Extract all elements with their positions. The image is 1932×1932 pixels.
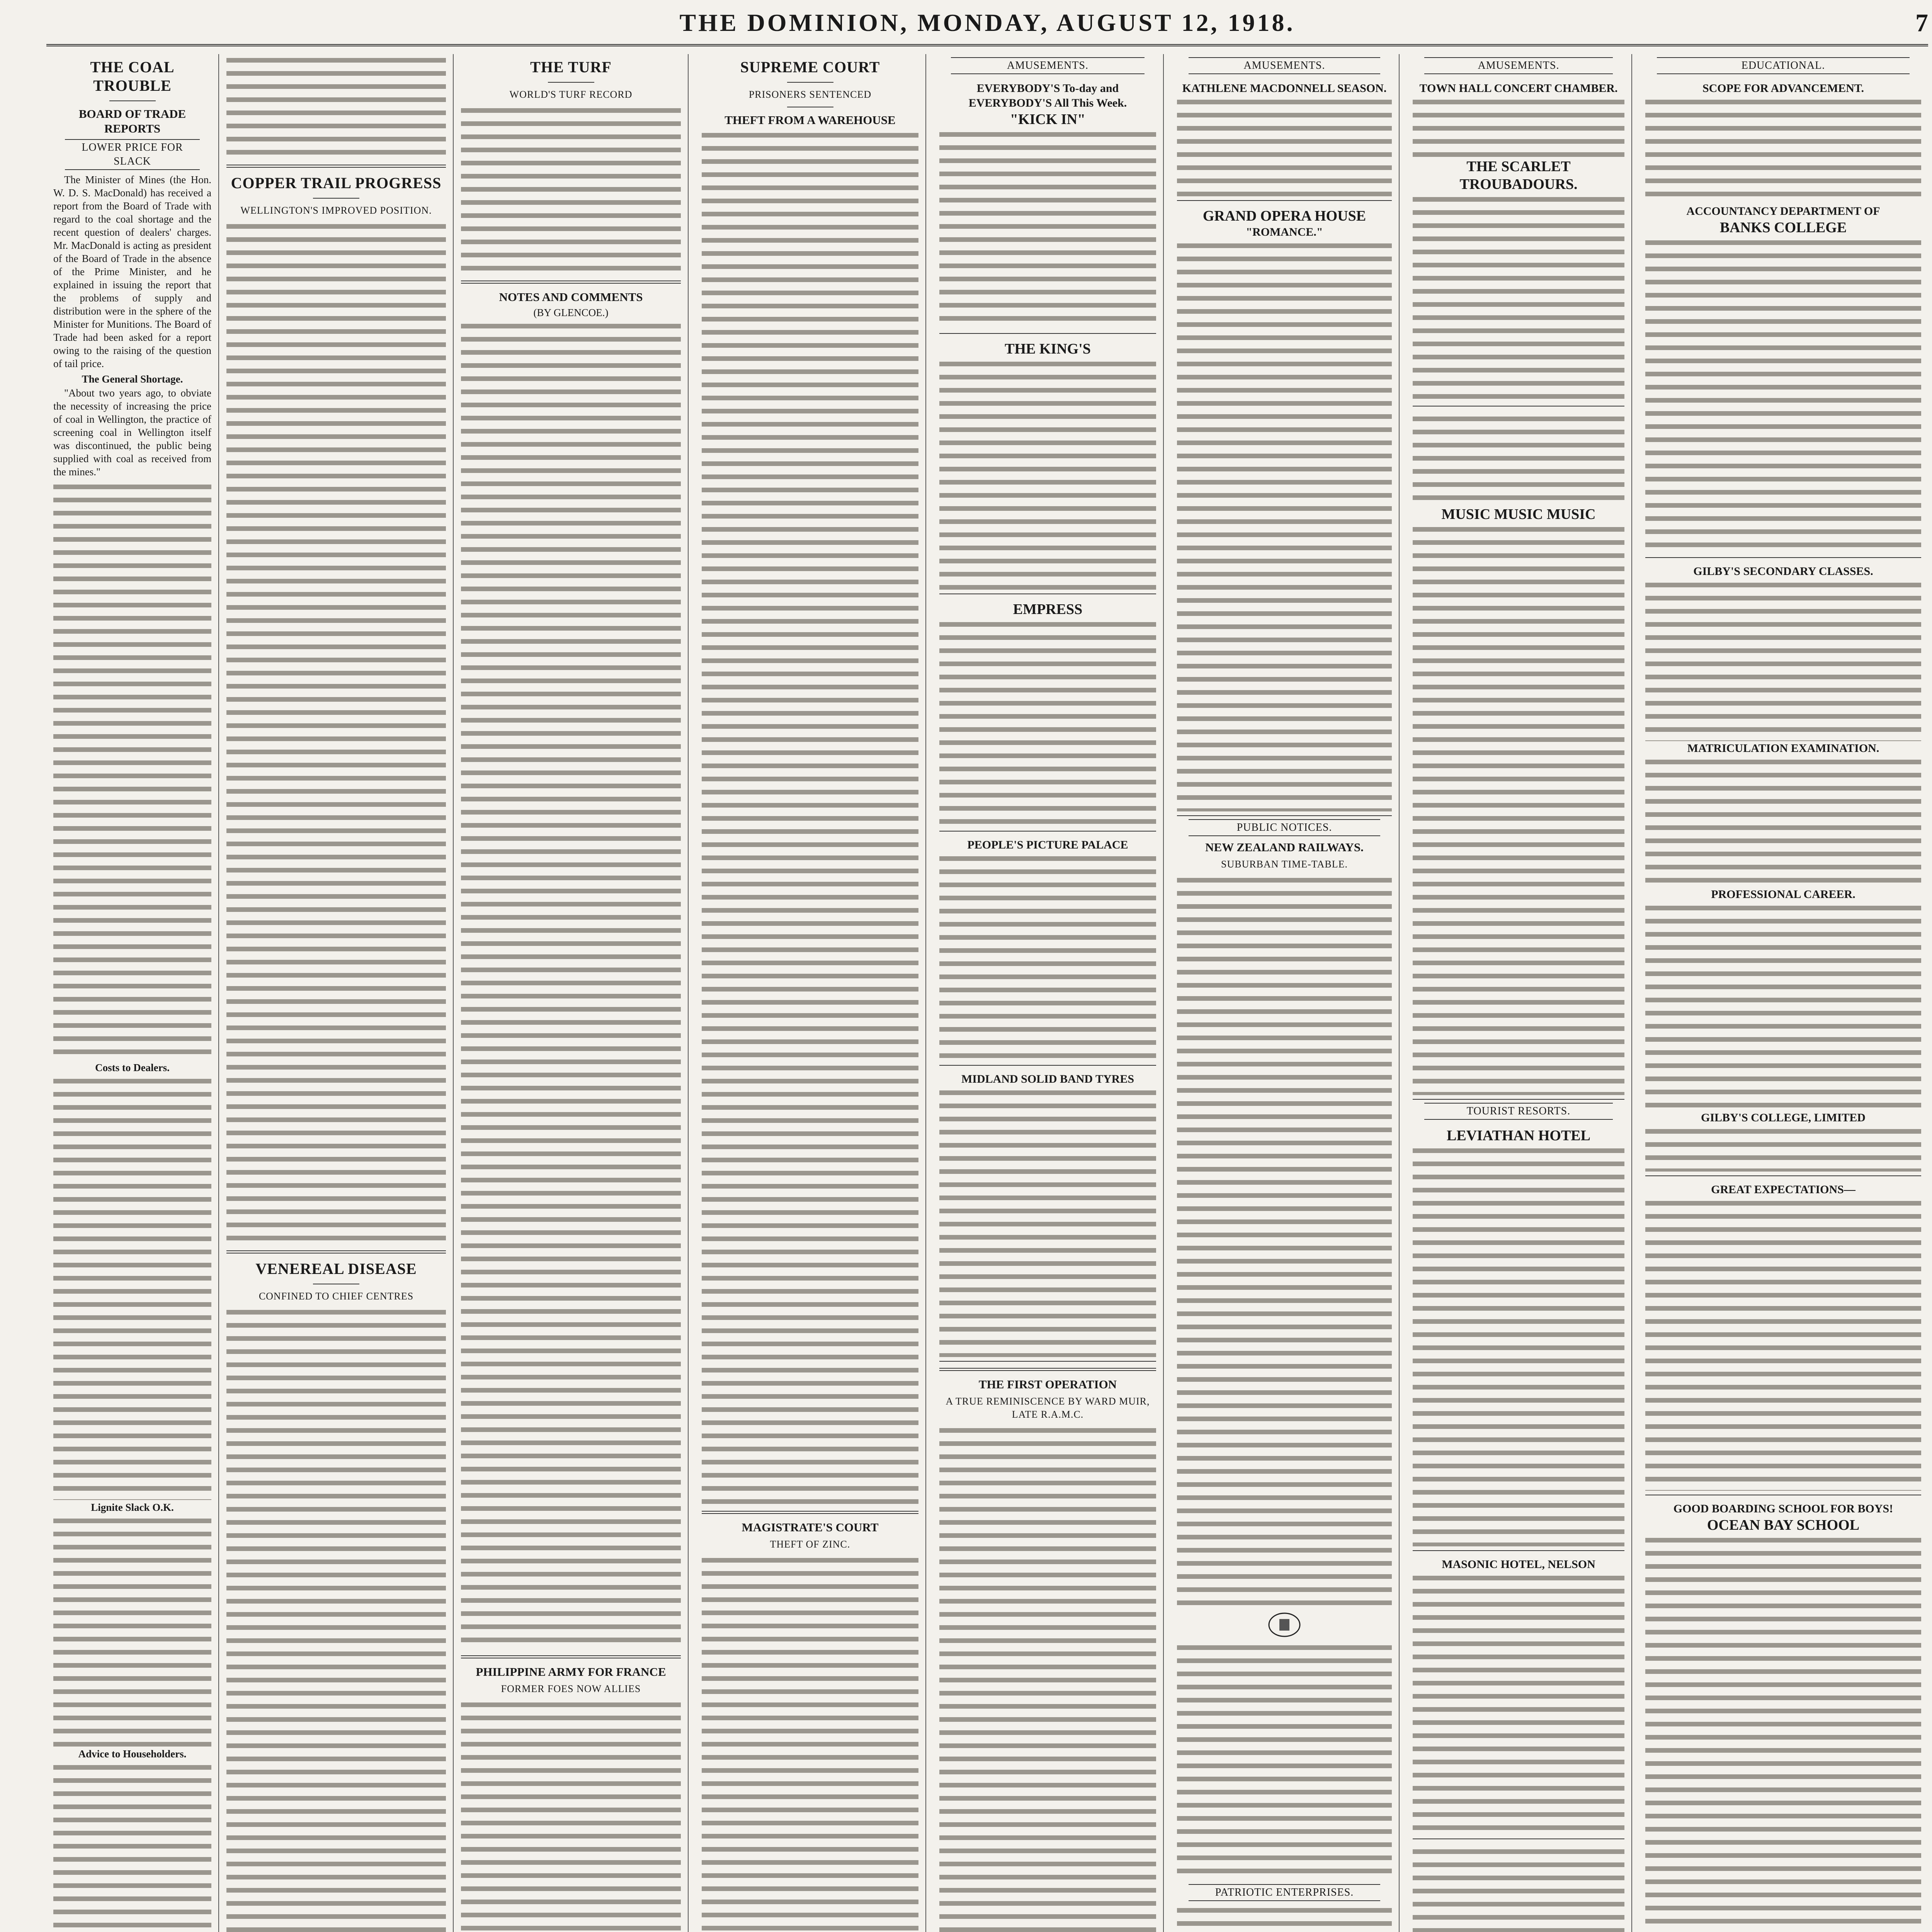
column-1 (46, 54, 218, 1932)
headline-supreme-court: SUPREME COURT (740, 58, 880, 76)
advert-macdonnell (1177, 77, 1392, 201)
advert-gilbys-title: GILBY'S SECONDARY CLASSES. (1693, 565, 1873, 578)
article-text-block (53, 481, 211, 1060)
column-rule (1399, 54, 1400, 1932)
advert-gilbys (1645, 560, 1921, 1176)
advert-text-block (1177, 240, 1392, 811)
advert-gilbys-college: GILBY'S COLLEGE, LIMITED (1701, 1111, 1866, 1124)
divider (109, 100, 156, 101)
advert-text-block (1177, 96, 1392, 196)
advert-text-block (1645, 236, 1921, 553)
advert-everybodys (939, 77, 1156, 334)
advert-great-expectations-title: GREAT EXPECTATIONS— (1711, 1183, 1855, 1196)
section-educational: EDUCATIONAL. (1657, 57, 1910, 74)
section-heading: Advice to Householders. (78, 1748, 187, 1760)
advert-text-block (1413, 413, 1624, 505)
advert-text-block (1645, 1534, 1921, 1932)
subhead-suburban-timetable: SUBURBAN TIME-TABLE. (1221, 859, 1348, 870)
advert-matriculation: MATRICULATION EXAMINATION. (1687, 742, 1879, 755)
advert-music-title: MUSIC MUSIC MUSIC (1441, 506, 1596, 522)
advert-masonic-title: MASONIC HOTEL, NELSON (1442, 1558, 1595, 1571)
advert-text-block (939, 618, 1156, 827)
notice-text-block (1177, 1641, 1392, 1881)
article-text-block (939, 1424, 1156, 1932)
article-text-block (702, 129, 918, 1505)
advert-text-block (939, 358, 1156, 590)
advert-peoples (939, 834, 1156, 1066)
advert-text-block (1645, 1197, 1921, 1491)
divider (313, 198, 359, 199)
headline-venereal-disease: VENEREAL DISEASE (255, 1260, 417, 1277)
advert-kings-title: THE KING'S (1005, 341, 1091, 357)
advert-royal-hotel (1413, 1842, 1624, 1932)
advert-scope-title: SCOPE FOR ADVANCEMENT. (1702, 82, 1864, 95)
advert-peoples-title: PEOPLE'S PICTURE PALACE (967, 838, 1128, 851)
section-heading: Costs to Dealers. (95, 1062, 170, 1073)
section-public-notices: PUBLIC NOTICES. (1189, 819, 1380, 836)
advert-text-block (939, 1087, 1156, 1357)
article-text-block (461, 1699, 681, 1932)
advert-text-block (1645, 756, 1921, 887)
subhead-lower-price: LOWER PRICE FOR SLACK (65, 139, 200, 170)
column-rule (688, 54, 689, 1932)
column-3 (454, 54, 688, 1932)
column-4 (695, 54, 925, 1932)
advert-banks-college: BANKS COLLEGE (1719, 219, 1847, 236)
byline-glencoe: (BY GLENCOE.) (533, 307, 609, 318)
article-text-block (702, 1554, 918, 1932)
advert-empress (939, 597, 1156, 832)
subhead-world-turf-record: WORLD'S TURF RECORD (509, 89, 633, 100)
masthead (46, 9, 1928, 46)
divider (702, 1511, 918, 1514)
column-6 (1170, 54, 1399, 1932)
masthead-title: THE DOMINION, MONDAY, AUGUST 12, 1918. (679, 9, 1295, 36)
advert-scarlet-troubadours: THE SCARLET TROUBADOURS. (1459, 158, 1578, 192)
subhead-prisoners-sentenced: PRISONERS SENTENCED (748, 89, 872, 100)
subhead-wellington-position: WELLINGTON'S IMPROVED POSITION. (240, 205, 432, 216)
advert-text-block (1413, 1145, 1624, 1546)
article-text-block (53, 1515, 211, 1747)
divider (461, 281, 681, 284)
article-text-block (461, 104, 681, 274)
advert-romance: "ROMANCE." (1246, 226, 1323, 238)
advert-macdonnell-title: KATHLENE MACDONNELL SEASON. (1182, 82, 1387, 95)
section-tourist-resorts: TOURIST RESORTS. (1424, 1103, 1613, 1120)
advert-text-block (1645, 96, 1921, 204)
coat-of-arms-icon (1267, 1611, 1302, 1638)
article-text-block (226, 1306, 446, 1932)
advert-boarding-title: GOOD BOARDING SCHOOL FOR BOYS! (1673, 1502, 1893, 1515)
advert-text-block (1645, 902, 1921, 1111)
advert-text-block (939, 128, 1156, 329)
section-amusements: AMUSEMENTS. (1189, 57, 1380, 74)
column-rule (218, 54, 219, 1932)
article-text-block (461, 320, 681, 1649)
column-rule (453, 54, 454, 1932)
headline-first-operation: THE FIRST OPERATION (978, 1378, 1117, 1391)
section-heading: The General Shortage. (82, 373, 183, 385)
advert-empress-title: EMPRESS (1013, 601, 1083, 617)
article-text-block (226, 54, 446, 158)
advert-midland-tyres (939, 1068, 1156, 1362)
column-rule (925, 54, 926, 1932)
divider (787, 82, 833, 83)
headline-copper-trail: COPPER TRAIL PROGRESS (231, 174, 442, 192)
article-paragraph: The Minister of Mines (the Hon. W. D. S. MacDonald) has received a report from the Board of Trade with regard to the coal shortage and the recent question of dealers' charges. Mr. MacDonald is acting as president of the Board of Trade in the absence of the Prime Minister, and he explained in issuing the report that the problems of supply and distribution were in the sphere of the Minister for Munitions. The Board of Trade had been asked for a report owing to the raising of the question of tail price. (53, 174, 211, 369)
column-5 (932, 54, 1163, 1932)
column-rule (1163, 54, 1164, 1932)
article-text-block (53, 1761, 211, 1932)
advert-masonic (1413, 1553, 1624, 1839)
divider (939, 1368, 1156, 1371)
advert-leviathan-title: LEVIATHAN HOTEL (1447, 1128, 1590, 1144)
advert-grand-opera-title: GRAND OPERA HOUSE (1202, 208, 1366, 224)
advert-text-block (1413, 96, 1624, 158)
notice-text-block (1177, 1904, 1392, 1932)
divider (461, 1655, 681, 1658)
subhead-theft-zinc: THEFT OF ZINC. (770, 1539, 850, 1550)
advert-text-block (939, 852, 1156, 1061)
section-amusements: AMUSEMENTS. (951, 57, 1145, 74)
advert-town-hall (1413, 77, 1624, 406)
advert-everybodys-title: EVERYBODY'S To-day and EVERYBODY'S All This Week. (968, 82, 1127, 109)
advert-scope (1645, 77, 1921, 558)
advert-professional-career: PROFESSIONAL CAREER. (1711, 888, 1855, 901)
article-text-block (53, 1075, 211, 1500)
advert-great-expectations (1645, 1179, 1921, 1495)
advert-leviathan (1413, 1123, 1624, 1551)
advert-grand-opera (1177, 203, 1392, 816)
advert-text-block (1413, 523, 1624, 1095)
advert-town-hall-title: TOWN HALL CONCERT CHAMBER. (1419, 82, 1618, 95)
column-8 (1638, 54, 1928, 1932)
headline-philippine-army: PHILIPPINE ARMY FOR FRANCE (476, 1665, 666, 1679)
subhead-chief-centres: CONFINED TO CHIEF CENTRES (259, 1291, 414, 1302)
subhead-theft-warehouse: THEFT FROM A WAREHOUSE (724, 113, 896, 127)
article-paragraph: "About two years ago, to obviate the necessity of increasing the price of coal in Wellington, the practice of screening coal in Wellington itself was discontinued, the public being supplied with coal as received from the mines." (53, 387, 211, 478)
section-amusements: AMUSEMENTS. (1424, 57, 1613, 74)
advert-text-block (1413, 1572, 1624, 1835)
headline-nz-railways: NEW ZEALAND RAILWAYS. (1205, 840, 1364, 854)
advert-text-block (1413, 1845, 1624, 1932)
advert-kick-in: "KICK IN" (1010, 111, 1086, 128)
advert-text-block (1645, 1125, 1921, 1172)
column-7 (1406, 54, 1631, 1932)
advert-accountancy-title: ACCOUNTANCY DEPARTMENT OF (1686, 205, 1880, 218)
advert-boarding-school (1645, 1498, 1921, 1932)
headline-notes-comments: NOTES AND COMMENTS (499, 290, 643, 304)
column-rule (1631, 54, 1632, 1932)
subhead-board-of-trade: BOARD OF TRADE REPORTS (78, 107, 186, 135)
divider (548, 82, 594, 83)
advert-music (1413, 409, 1624, 1100)
notice-text-block (1177, 874, 1392, 1608)
advert-midland-title: MIDLAND SOLID BAND TYRES (961, 1073, 1134, 1085)
column-2 (219, 54, 453, 1932)
page-number: 7 (1915, 9, 1928, 37)
subhead-former-foes: FORMER FOES NOW ALLIES (501, 1683, 641, 1694)
advert-ocean-bay: OCEAN BAY SCHOOL (1707, 1517, 1860, 1533)
headline-magistrates-court: MAGISTRATE'S COURT (742, 1520, 879, 1534)
section-heading: Lignite Slack O.K. (91, 1502, 174, 1513)
section-patriotic: PATRIOTIC ENTERPRISES. (1189, 1884, 1380, 1901)
subhead-ward-muir: A TRUE REMINISCENCE BY WARD MUIR, LATE R.A.M.C. (946, 1396, 1150, 1420)
advert-kings (939, 336, 1156, 594)
article-text-block (226, 220, 446, 1244)
headline-the-turf: THE TURF (530, 58, 612, 76)
divider (226, 165, 446, 168)
headline-coal-trouble: THE COAL TROUBLE (90, 58, 175, 94)
advert-text-block (1645, 579, 1921, 741)
divider (226, 1250, 446, 1253)
advert-text-block (1413, 193, 1624, 402)
